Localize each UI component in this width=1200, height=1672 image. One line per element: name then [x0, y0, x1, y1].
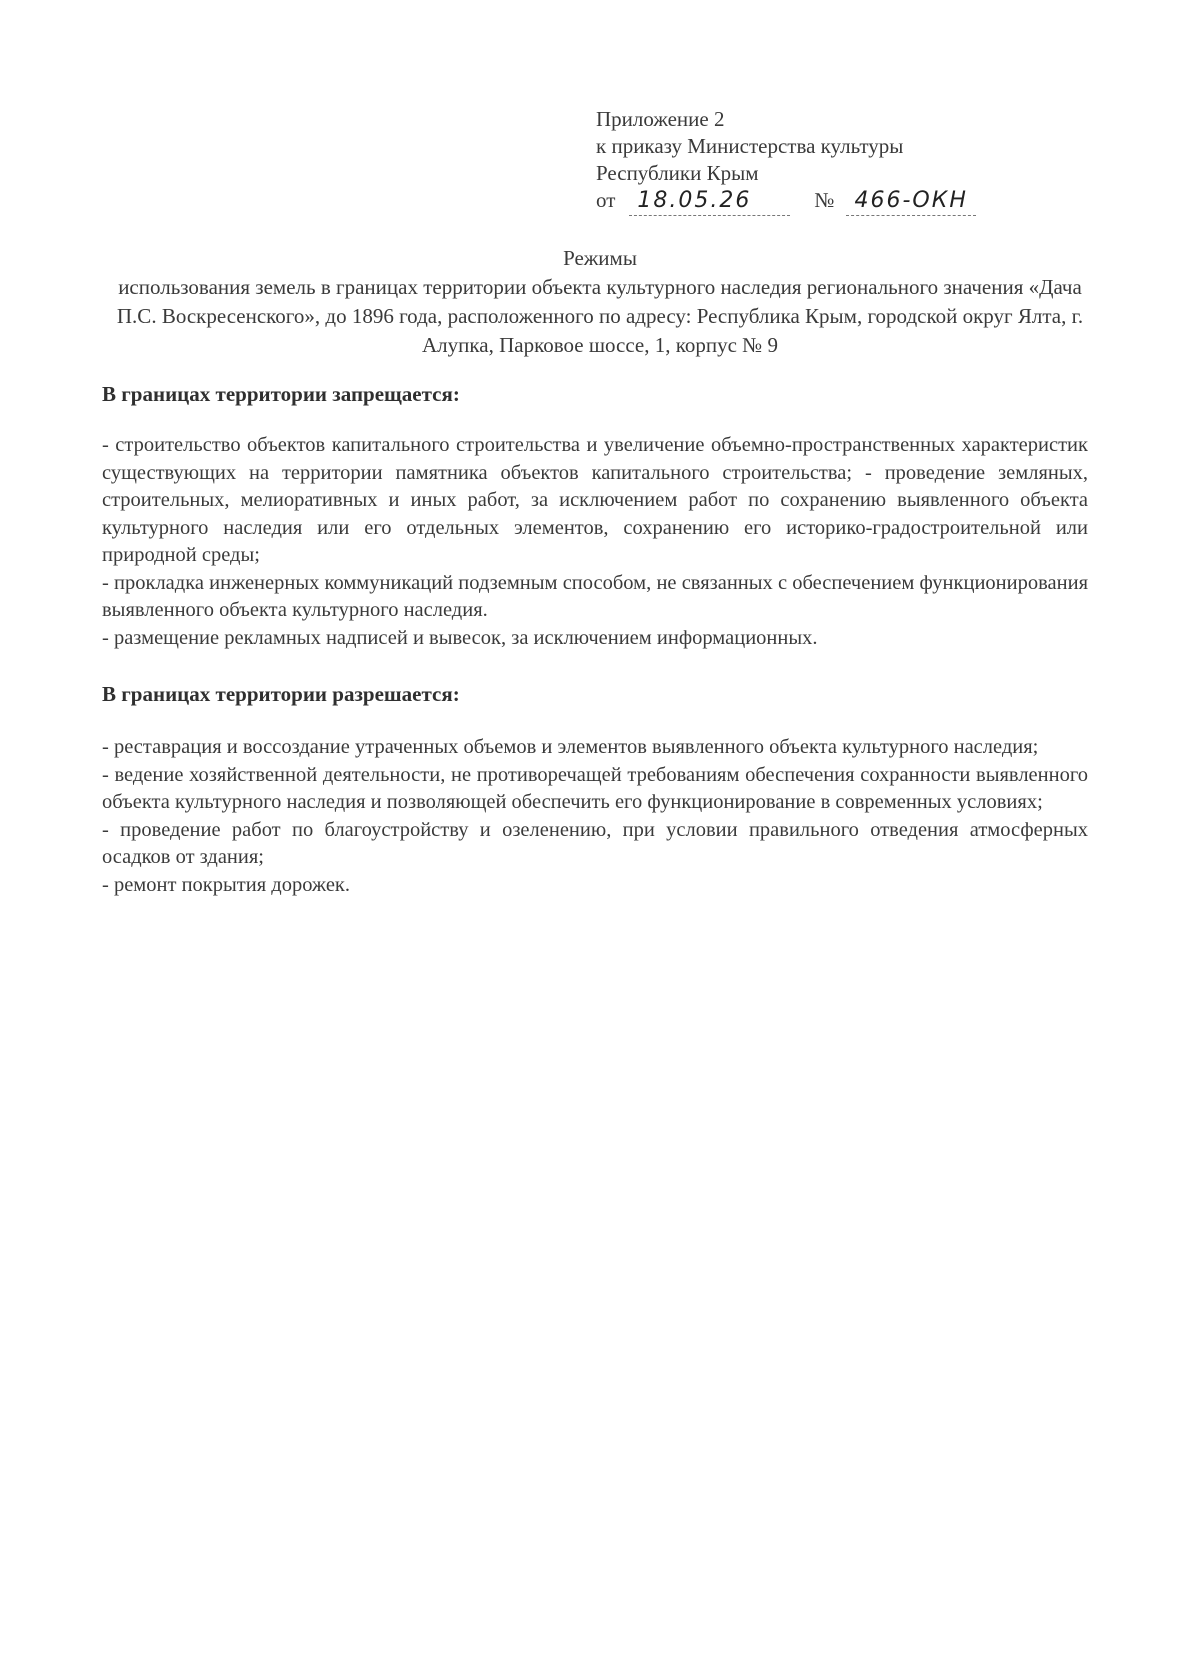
appendix-line-2: к приказу Министерства культуры	[596, 134, 904, 158]
appendix-header	[596, 106, 1036, 216]
prohibited-item: - прокладка инженерных коммуникаций подземным способом, не связанных с обеспечением функционирования выявленного объекта культурного наследия.	[102, 571, 1088, 621]
title-word: Режимы	[563, 246, 637, 270]
document-title	[100, 244, 1100, 360]
appendix-date-row	[596, 187, 1036, 216]
title-text: использования земель в границах территории объекта культурного наследия регионального значения «Дача П.С. Воскресенского», до 1896 года, расположенного по адресу: Республика Крым, городской округ Ялта, г. Алупка, Парковое шоссе, 1, корпус № 9	[116, 275, 1084, 357]
from-label: от	[596, 188, 616, 212]
permitted-section-heading-wrap	[102, 680, 1088, 708]
permitted-item: - ремонт покрытия дорожек.	[102, 873, 351, 896]
appendix-line-1: Приложение 2	[596, 107, 725, 131]
handwritten-date: 18.05.26	[629, 187, 790, 216]
prohibited-item: - строительство объектов капитального строительства и увеличение объемно-пространственных характеристик существующих на территории памятника объектов капитального строительства; - проведение земляных, строительных, мелиоративных и иных работ, за исключением работ по сохранению выявленного объекта культурного наследия или его отдельных элементов, сохранению его историко-градостроительной или природной среды;	[102, 434, 1088, 566]
prohibited-item: - размещение рекламных надписей и вывесок, за исключением информационных.	[102, 626, 818, 649]
handwritten-order-number: 466-ОКН	[846, 187, 975, 216]
permitted-item: - реставрация и воссоздание утраченных объемов и элементов выявленного объекта культурного наследия;	[102, 736, 1039, 758]
number-sign: №	[814, 188, 835, 212]
permitted-item: - проведение работ по благоустройству и озеленению, при условии правильного отведения атмосферных осадков от здания;	[102, 818, 1088, 868]
permitted-heading: В границах территории разрешается:	[102, 682, 460, 706]
appendix-line-3: Республики Крым	[596, 161, 759, 185]
prohibited-heading: В границах территории запрещается:	[102, 382, 460, 406]
permitted-item: - ведение хозяйственной деятельности, не противоречащей требованиям обеспечения сохранности выявленного объекта культурного наследия и позволяющей обеспечить его функционирование в современных условиях;	[102, 763, 1088, 813]
permitted-list	[102, 734, 1088, 899]
prohibited-list	[102, 432, 1088, 652]
prohibited-section-heading-wrap	[102, 380, 1088, 408]
